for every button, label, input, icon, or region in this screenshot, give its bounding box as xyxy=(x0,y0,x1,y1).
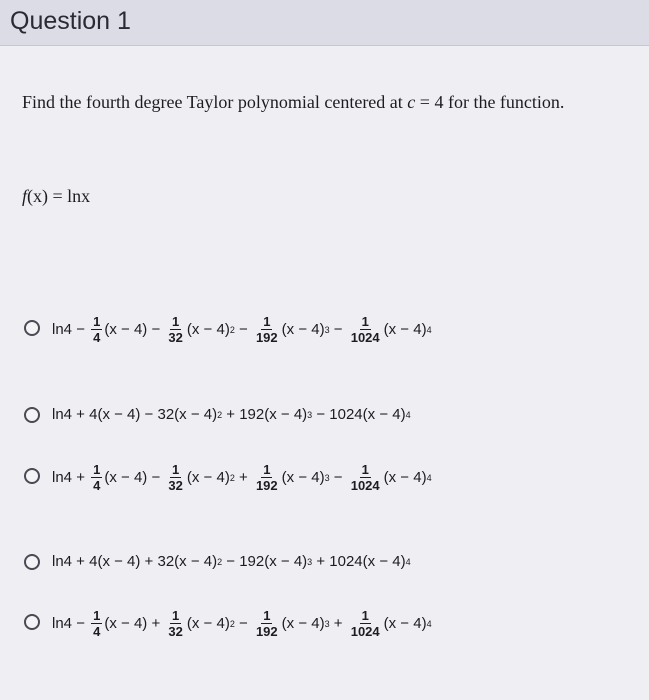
expression-part: + 192(x − 4) xyxy=(222,406,308,423)
fraction-denominator: 192 xyxy=(255,624,278,639)
term-body: (x − 4) xyxy=(383,469,427,486)
fraction-denominator: 1024 xyxy=(350,330,380,345)
answer-option-e[interactable] xyxy=(24,608,432,639)
fraction-denominator: 4 xyxy=(93,330,101,345)
option-expression xyxy=(52,314,432,345)
expression-part: ln4 + 4(x − 4) + 32(x − 4) xyxy=(52,553,218,570)
function-definition xyxy=(22,186,90,207)
term-exponent: 2 xyxy=(229,618,235,629)
fraction-denominator: 1024 xyxy=(350,624,380,639)
term-operator: − xyxy=(329,469,347,486)
fraction xyxy=(166,314,184,345)
fraction-denominator: 192 xyxy=(255,330,278,345)
answer-option-d[interactable] xyxy=(24,553,411,570)
option-expression xyxy=(52,462,432,493)
term-body: (x − 4) xyxy=(383,321,427,338)
term-body: (x − 4) xyxy=(104,469,148,486)
option-ln-term: ln4 xyxy=(52,469,73,486)
fraction-numerator: 1 xyxy=(172,462,180,477)
answer-option-c[interactable] xyxy=(24,462,432,493)
fraction-numerator: 1 xyxy=(263,462,271,477)
term-operator: + xyxy=(147,615,165,632)
term-exponent: 3 xyxy=(324,472,330,483)
fraction-denominator: 32 xyxy=(168,478,183,493)
fraction-numerator: 1 xyxy=(361,608,369,623)
term-exponent: 4 xyxy=(405,556,411,567)
prompt-text-before: Find the fourth degree Taylor polynomial centered at xyxy=(22,92,408,112)
answer-option-b[interactable] xyxy=(24,406,411,423)
radio-button-c[interactable] xyxy=(24,468,40,484)
question-header xyxy=(0,0,649,46)
radio-button-e[interactable] xyxy=(24,614,40,630)
fraction xyxy=(349,462,382,493)
term-exponent: 2 xyxy=(217,556,223,567)
term-body: (x − 4) xyxy=(104,615,148,632)
term-exponent: 3 xyxy=(324,324,330,335)
fraction-numerator: 1 xyxy=(172,314,180,329)
term-exponent: 2 xyxy=(229,472,235,483)
option-expression xyxy=(52,608,432,639)
term-operator: − xyxy=(72,321,90,338)
option-ln-term: ln4 xyxy=(52,615,73,632)
term-body: (x − 4) xyxy=(104,321,148,338)
center-value: = 4 xyxy=(415,92,444,112)
fraction xyxy=(254,608,280,639)
center-variable: c xyxy=(407,92,416,112)
term-exponent: 2 xyxy=(217,409,223,420)
function-expression: (x) = lnx xyxy=(27,186,91,206)
fraction-numerator: 1 xyxy=(263,608,271,623)
fraction-denominator: 32 xyxy=(168,330,183,345)
radio-button-d[interactable] xyxy=(24,554,40,570)
expression-part: − 1024(x − 4) xyxy=(312,406,406,423)
term-body: (x − 4) xyxy=(186,615,230,632)
fraction xyxy=(254,314,280,345)
option-expression xyxy=(52,406,411,423)
function-name: f xyxy=(22,186,28,206)
term-operator: − xyxy=(147,321,165,338)
fraction-numerator: 1 xyxy=(361,462,369,477)
term-exponent: 3 xyxy=(324,618,330,629)
term-operator: − xyxy=(234,321,252,338)
term-operator: − xyxy=(72,615,90,632)
term-exponent: 3 xyxy=(307,409,313,420)
term-exponent: 4 xyxy=(426,472,432,483)
term-body: (x − 4) xyxy=(186,469,230,486)
term-operator: − xyxy=(234,615,252,632)
term-body: (x − 4) xyxy=(281,469,325,486)
fraction xyxy=(349,608,382,639)
term-exponent: 3 xyxy=(307,556,313,567)
radio-button-b[interactable] xyxy=(24,407,40,423)
term-operator: + xyxy=(329,615,347,632)
fraction xyxy=(254,462,280,493)
option-ln-term: ln4 xyxy=(52,321,73,338)
term-operator: + xyxy=(72,469,90,486)
fraction-denominator: 4 xyxy=(93,478,101,493)
fraction xyxy=(349,314,382,345)
fraction-denominator: 32 xyxy=(168,624,183,639)
term-operator: + xyxy=(234,469,252,486)
question-title: Question 1 xyxy=(10,7,131,35)
fraction xyxy=(91,608,102,639)
term-body: (x − 4) xyxy=(383,615,427,632)
fraction-numerator: 1 xyxy=(93,608,101,623)
expression-part: − 192(x − 4) xyxy=(222,553,308,570)
term-body: (x − 4) xyxy=(281,615,325,632)
fraction-numerator: 1 xyxy=(263,314,271,329)
term-exponent: 4 xyxy=(426,324,432,335)
fraction-numerator: 1 xyxy=(93,314,101,329)
fraction-numerator: 1 xyxy=(361,314,369,329)
prompt-text-after: for the function. xyxy=(443,92,565,112)
fraction xyxy=(166,608,184,639)
term-body: (x − 4) xyxy=(281,321,325,338)
radio-button-a[interactable] xyxy=(24,320,40,336)
term-exponent: 4 xyxy=(405,409,411,420)
fraction-numerator: 1 xyxy=(93,462,101,477)
term-body: (x − 4) xyxy=(186,321,230,338)
term-exponent: 4 xyxy=(426,618,432,629)
fraction xyxy=(166,462,184,493)
fraction-denominator: 192 xyxy=(255,478,278,493)
term-exponent: 2 xyxy=(229,324,235,335)
fraction xyxy=(91,462,102,493)
fraction xyxy=(91,314,102,345)
question-body xyxy=(0,46,649,700)
fraction-denominator: 4 xyxy=(93,624,101,639)
fraction-denominator: 1024 xyxy=(350,478,380,493)
term-operator: − xyxy=(147,469,165,486)
expression-part: + 1024(x − 4) xyxy=(312,553,406,570)
answer-option-a[interactable] xyxy=(24,314,432,345)
option-expression xyxy=(52,553,411,570)
question-prompt xyxy=(22,92,564,113)
fraction-numerator: 1 xyxy=(172,608,180,623)
expression-part: ln4 + 4(x − 4) − 32(x − 4) xyxy=(52,406,218,423)
term-operator: − xyxy=(329,321,347,338)
